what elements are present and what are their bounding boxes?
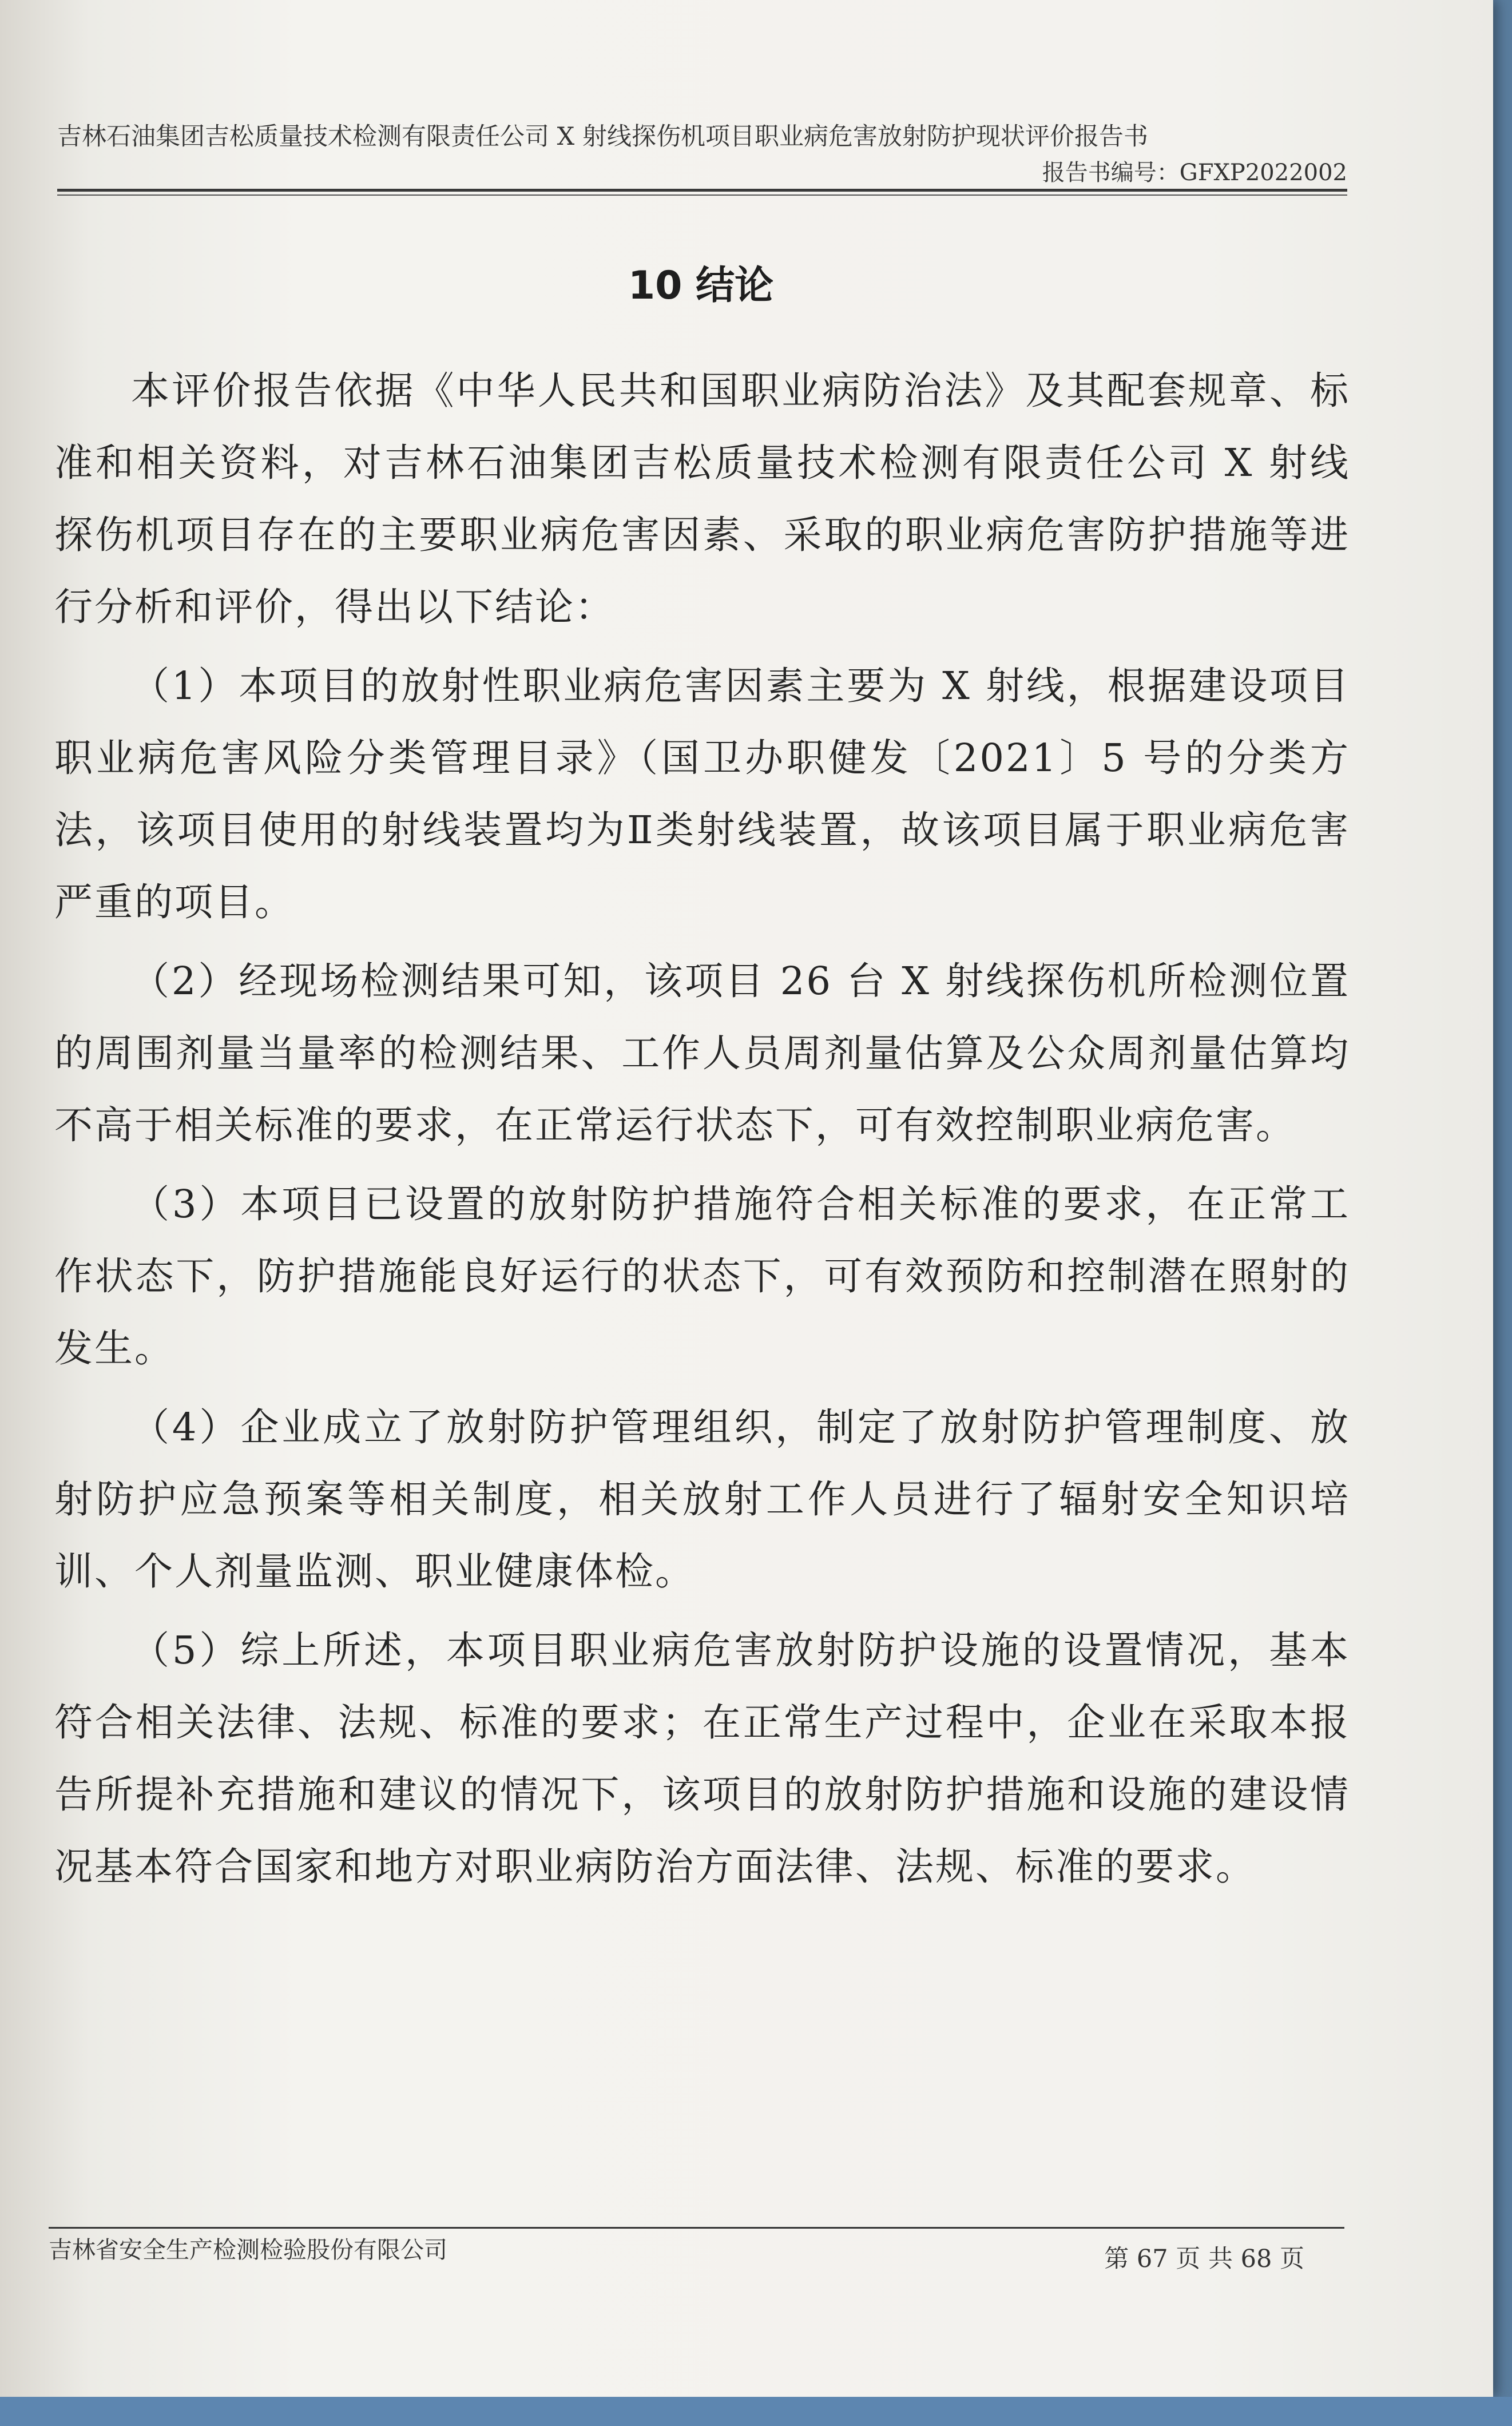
conclusion-2: （2）经现场检测结果可知，该项目 26 台 X 射线探伤机所检测位置的周围剂量当量率的检测结果、工作人员周剂量估算及公众周剂量估算均不高于相关标准的要求，在正常运行状态下，可有效控制职业病危害。 <box>54 959 1350 1148</box>
section-title: 10 结论 <box>628 263 774 308</box>
intro-paragraph: 本评价报告依据《中华人民共和国职业病防治法》及其配套规章、标准和相关资料，对吉林石油集团吉松质量技术检测有限责任公司 X 射线探伤机项目存在的主要职业病危害因素、采取的职业病危害防护措施等进行分析和评价，得出以下结论： <box>54 368 1350 629</box>
report-number: 报告书编号：GFXP2022002 <box>1042 160 1347 186</box>
body-text <box>54 355 1350 1909</box>
header-title: 吉林石油集团吉松质量技术检测有限责任公司 X 射线探伤机项目职业病危害放射防护现状评价报告书 <box>57 122 1148 151</box>
conclusion-5: （5）综上所述，本项目职业病危害放射防护设施的设置情况，基本符合相关法律、法规、标准的要求；在正常生产过程中，企业在采取本报告所提补充措施和建议的情况下，该项目的放射防护措施和设施的建设情况基本符合国家和地方对职业病防治方面法律、法规、标准的要求。 <box>54 1628 1350 1889</box>
footer-company: 吉林省安全生产检测检验股份有限公司 <box>49 2236 447 2264</box>
header-rule-thin <box>57 194 1347 196</box>
conclusion-4: （4）企业成立了放射防护管理组织，制定了放射防护管理制度、放射防护应急预案等相关制度，相关放射工作人员进行了辐射安全知识培训、个人剂量监测、职业健康体检。 <box>54 1405 1350 1594</box>
conclusion-3: （3）本项目已设置的放射防护措施符合相关标准的要求，在正常工作状态下，防护措施能良好运行的状态下，可有效预防和控制潜在照射的发生。 <box>54 1182 1350 1371</box>
conclusion-1: （1）本项目的放射性职业病危害因素主要为 X 射线，根据建设项目职业病危害风险分类管理目录》（国卫办职健发〔2021〕5 号的分类方法，该项目使用的射线装置均为Ⅱ类射线装置，故该项目属于职业病危害严重的项目。 <box>54 664 1350 924</box>
footer-rule <box>49 2227 1344 2229</box>
background-surface <box>0 2397 1512 2426</box>
page-header <box>57 117 1347 192</box>
header-rule <box>57 189 1347 192</box>
page-number: 第 67 页 共 68 页 <box>1104 2245 1304 2273</box>
